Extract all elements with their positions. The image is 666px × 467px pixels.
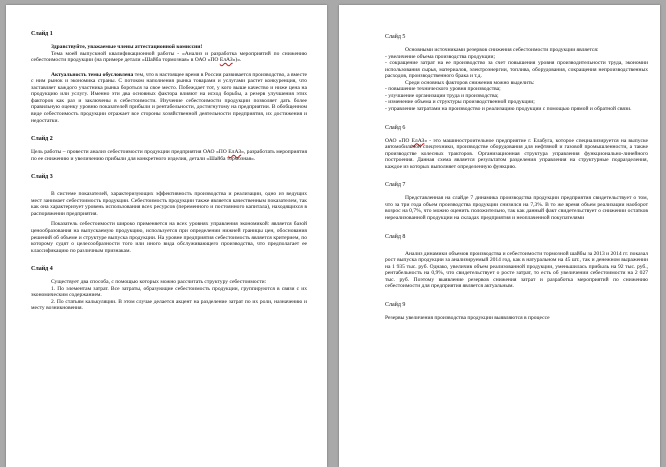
slide-9-paragraph: Резервы увеличения производства продукции выявляются в процессе [385, 314, 550, 321]
page-content-right [385, 34, 648, 321]
org-name: ЕлАЗ [219, 57, 233, 64]
slide-3-heading: Слайд 3 [31, 174, 53, 181]
intro-paragraph [31, 51, 307, 64]
slide-5-item-2: - сокращение затрат на ее производство за счет повышения уровня производительности труда, экономии использования сырья, материалов, электроэнергии, топлива, оборудования, сокращения непроизводственных расходов, производственного брака и т.д. [385, 60, 648, 80]
slide-4-heading: Слайд 4 [31, 266, 53, 273]
intro-text-end: »)». [232, 57, 242, 64]
slide-2-heading: Слайд 2 [31, 136, 53, 143]
spacer [31, 64, 307, 72]
slide-4-item-1: 1. По элементам затрат. Все затраты, образующие себестоимость продукции, группируются в связи с их экономическим содержанием. [31, 285, 307, 299]
document-page-left [6, 5, 327, 467]
slide-3-paragraph-2: Показатель себестоимости широко применяется на всех уровнях управления экономикой: является базой ценообразования на выпускаемую продукцию, используется при определении нижней границы цен, обоснования решений об объеме и структуре выпуска продукции. На уровне предприятия себестоимость является критерием, по которому судят о целесообразности того или иного вида обслуживающего производства, что предполагает ее классификацию по различным признакам. [31, 221, 307, 254]
goal-text-end: », разработать мероприятия по ее снижению и увеличению прибыли для конкретного изделия, детали «Шайба тормозная». [31, 149, 307, 162]
slide-4-item-2: 2. По статьям калькуляции. В этом случае делается акцент на разделение затрат по их роли, назначению и месту возникновения. [31, 298, 307, 312]
spacer [385, 222, 648, 234]
slide-3-paragraph-1: В системе показателей, характеризующих эффективность производства и реализации, одно из ведущих мест занимает себестоимость продукции. Себестоимость продукции также является качественным показателем, так как она характеризует уровень использования всех ресурсов (переменного и постоянного капитала), находящихся в распоряжении предприятия. [31, 191, 307, 217]
slide-5-factor-2: - улучшение организации труда и производства; [385, 92, 499, 99]
slide-5-paragraph-1: Основными источниками резервов снижения себестоимости продукции является: [405, 47, 599, 54]
spacer [385, 170, 648, 182]
intro-text: Тема моей выпускной квалификационной работы - «Анализ и разработка мероприятий по снижению себестоимости продукции (на примере детали «Шайба тормозная» в ОАО «ПО [31, 50, 307, 64]
slide-7-paragraph: Представленная на слайде 7 динамика производства продукции предприятия свидетельствует о том, что за три года объем производства продукции снизился на 7,3%. В то же время объем реализации наоборот возрос на 0,7%, что можно оценить положительно, так как данный факт свидетельствует о снижении остатков нереализованной продукции на складах предприятия и неоплаченной покупателями [385, 195, 648, 221]
greeting: Здравствуйте, уважаемые члены аттестационной комиссии! [51, 44, 203, 51]
company-text-end: » - это машиностроительное предприятие г. Елабуга, которое специализируется на выпуске автомобильной спецтехники, производстве оборудования для нефтяной и газовой промышленности, а также производстве колесных тракторов. Организационная структура управления функционально-линейного построения. Данная схема является результатом разделения управления на структурные подразделения, каждое из которых выполняет определенную функцию. [385, 137, 648, 170]
slide-6-paragraph [385, 138, 648, 171]
spacer [31, 162, 307, 174]
spacer [31, 124, 307, 136]
actuality-text: тем, что в настоящее время в России развивается производство, а вместе с ним рынок и экономика страны. С потоком наполнения рынка товарами и услугами растет конкуренция, что заставляет каждого участника рынка бороться за свое место. Побеждает тот, у кого выше качество и ниже цена на продукцию или услугу. Именно эти два основных фактора влияют на исход борьбы, а резерв улучшения этих факторов как раз и заключены в себестоимости. Изучение себестоимости продукции позволяет дать более правильную оценку уровню показателей прибыли и рентабельности, достигнутому на предприятии. В обобщенном виде себестоимость продукции отражает все стороны хозяйственной деятельности предприятия, их достижения и недостатки. [31, 71, 307, 124]
spacer [385, 290, 648, 302]
slide-1-heading: Слайд 1 [31, 31, 53, 37]
org-name: ЕлАЗ [228, 149, 242, 156]
slide-5-factor-3: - изменение объема и структуры производственной продукции; [385, 99, 535, 106]
slide-9-heading: Слайд 9 [385, 301, 406, 308]
slide-4-paragraph-1: Существует два способа, с помощью которых можно рассчитать структуру себестоимости: [51, 279, 267, 286]
slide-7-heading: Слайд 7 [385, 182, 406, 189]
page-content-left [31, 31, 307, 312]
goal-paragraph [31, 149, 307, 162]
slide-8-heading: Слайд 8 [385, 233, 406, 240]
slide-5-factor-4: - управление затратами на производство и реализацию продукции с помощью прямой и обратной связи. [385, 105, 632, 112]
goal-text: Цель работы – провести анализ себестоимости продукции предприятия ОАО «ПО [31, 149, 229, 156]
slide-8-paragraph: Анализ динамики объемов производства и себестоимости тормозной шайбы за 2013 и 2014 гг. показал рост выпуска продукции за анализируемый 2014 год, как в натуральном на 45 шт., так и денежном выражении на 1 935 тыс. руб. Однако, увеличив объем реализованной продукции, уменьшилась прибыль на 92 тыс. руб., рентабельность на 0,9%, что свидетельствует о росте затрат, то есть об увеличении себестоимости на 2 027 тыс. руб. Поэтому выявление резервов снижения затрат и разработка мероприятий по снижению себестоимости для предприятия является актуальным. [385, 250, 648, 290]
document-page-right [339, 5, 660, 467]
company-text: ОАО «ПО [385, 137, 412, 144]
slide-5-item-1: - увеличение объема производства продукции; [385, 53, 496, 60]
org-name: ЕлАЗ [411, 137, 425, 144]
slide-5-paragraph-2: Среди основных факторов снижения можно выделить: [405, 79, 535, 86]
actuality-paragraph [31, 72, 307, 124]
slide-5-heading: Слайд 5 [385, 34, 406, 40]
spacer [385, 113, 648, 125]
actuality-label: Актуальность темы обусловлена [51, 71, 134, 78]
slide-6-heading: Слайд 6 [385, 124, 406, 131]
slide-5-factor-1: - повышение технического уровня производства; [385, 86, 501, 93]
spacer [31, 254, 307, 266]
